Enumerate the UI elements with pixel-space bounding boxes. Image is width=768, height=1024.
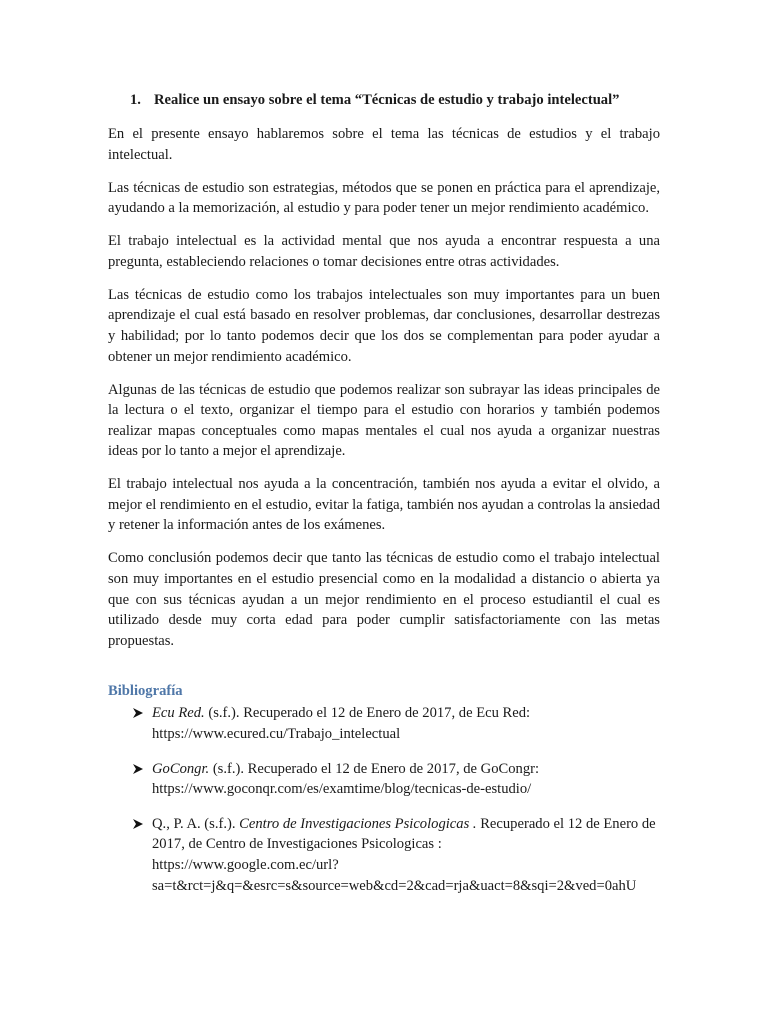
reference-author: Q., P. A. (s.f.). xyxy=(152,815,240,832)
bibliography-list xyxy=(108,703,660,896)
bibliography-title: Bibliografía xyxy=(108,683,183,700)
bibliography-entry xyxy=(108,759,660,800)
paragraph-importance: Las técnicas de estudio como los trabajos intelectuales son muy importantes para un buen aprendizaje el cual está basado en resolver problemas, dar conclusiones, desarrollar destrezas y habilidad; por lo tanto podemos decir que los dos se complementan para poder ayudar a obtener un mejor rendimiento académico. xyxy=(108,286,660,365)
reference-url: https://www.ecured.cu/Trabajo_intelectual xyxy=(152,726,401,742)
reference-details: (s.f.). Recuperado el 12 de Enero de 2017, de GoCongr: xyxy=(209,760,540,777)
paragraph-intellectual-work: El trabajo intelectual es la actividad mental que nos ayuda a encontrar respuesta a una pregunta, estableciendo relaciones o tomar decisiones entre otras actividades. xyxy=(108,233,660,270)
reference-url-continued: sa=t&rct=j&q=&esrc=s&source=web&cd=2&cad=rja&uact=8&sqi=2&ved=0ahU xyxy=(152,877,637,894)
arrowhead-bullet-icon xyxy=(132,763,144,775)
reference-url: https://www.google.com.ec/url? xyxy=(152,856,339,873)
heading-number: 1. xyxy=(130,92,141,108)
paragraph-examples: Algunas de las técnicas de estudio que podemos realizar son subrayar las ideas principales de la lectura o el texto, organizar el tiempo para el estudio con horarios y también podemos realizar mapas conceptuales como mapas mentales el cual nos ayuda a organizar nuestras ideas por lo tanto a mejor el aprendizaje. xyxy=(108,381,660,460)
question-heading xyxy=(130,90,660,110)
reference-source: Centro de Investigaciones Psicologicas . xyxy=(239,815,477,832)
bibliography-entry xyxy=(108,814,660,896)
reference-source: Ecu Red. xyxy=(152,705,205,722)
heading-text: Realice un ensayo sobre el tema “Técnicas de estudio y trabajo intelectual” xyxy=(154,92,620,108)
arrowhead-bullet-icon xyxy=(132,707,144,719)
bibliography-entry xyxy=(108,703,660,744)
reference-details: Recuperado el 12 de Enero de 2017, de Centro de Investigaciones Psicologicas : xyxy=(152,815,656,853)
document-page xyxy=(108,90,660,910)
paragraph-benefits: El trabajo intelectual nos ayuda a la concentración, también nos ayuda a evitar el olvido, a mejor el rendimiento en el estudio, evitar la fatiga, también nos ayudan a controlas la ansiedad y retener la información antes de los exámenes. xyxy=(108,476,660,534)
paragraph-conclusion: Como conclusión podemos decir que tanto las técnicas de estudio como el trabajo intelectual son muy importantes en el estudio presencial como en la modalidad a distancio o abierta ya que con sus técnicas ayudan a un mejor rendimiento en el proceso estudiantil el cual es utilizado desde muy corta edad para poder cumplir satisfactoriamente con las metas propuestas. xyxy=(108,550,660,649)
paragraph-intro: En el presente ensayo hablaremos sobre el tema las técnicas de estudios y el trabajo intelectual. xyxy=(108,126,660,163)
reference-url: https://www.goconqr.com/es/examtime/blog/tecnicas-de-estudio/ xyxy=(152,781,532,798)
arrowhead-bullet-icon xyxy=(132,818,144,830)
reference-source: GoCongr. xyxy=(152,760,210,777)
paragraph-study-techniques: Las técnicas de estudio son estrategias, métodos que se ponen en práctica para el aprendizaje, ayudando a la memorización, al estudio y para poder tener un mejor rendimiento académico. xyxy=(108,179,660,217)
reference-details: (s.f.). Recuperado el 12 de Enero de 2017, de Ecu Red: xyxy=(204,705,531,722)
